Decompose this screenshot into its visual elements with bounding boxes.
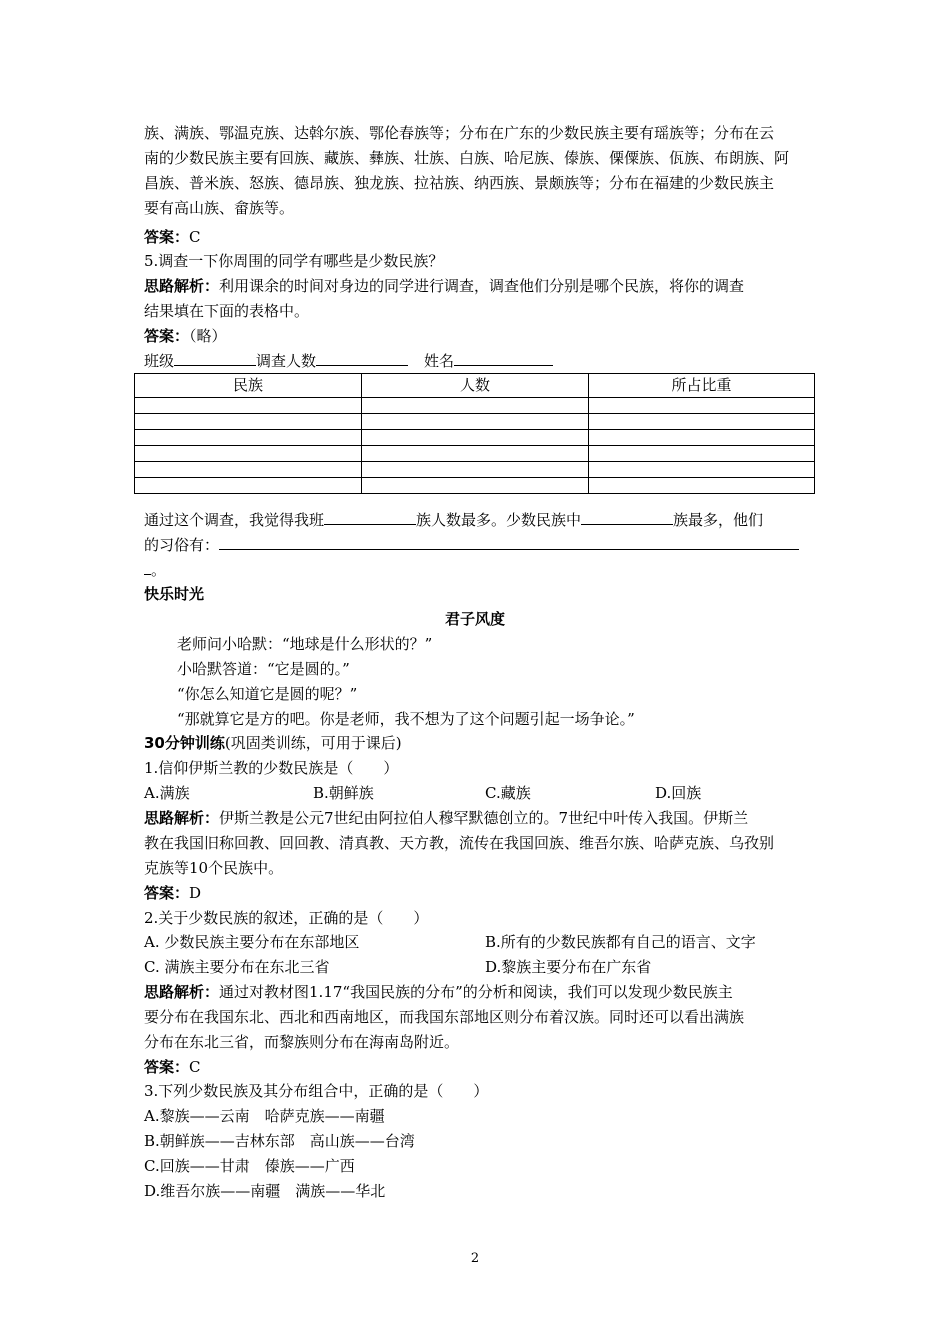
conclusion-line: 通过这个调查，我觉得我班 族人数最多。少数民族中 族最多，他们 [144, 508, 763, 533]
customs-blank-end[interactable] [144, 558, 151, 575]
q1-option-b: B.朝鲜族 [313, 784, 374, 802]
table-row [135, 478, 815, 494]
count-blank[interactable] [316, 349, 408, 366]
q2-analysis: 思路解析：通过对教材图1.17“我国民族的分布”的分析和阅读，我们可以发现少数民族主 [144, 983, 733, 1001]
table-row [135, 398, 815, 414]
survey-form-line [144, 349, 553, 374]
story-title: 君子风度 [444, 610, 505, 628]
q5-answer: 答案：（略） [144, 327, 227, 345]
q3-option-c: C.回族——甘肃 傣族——广西 [144, 1157, 355, 1175]
table-row [135, 462, 815, 478]
training-heading: 30分钟训练(巩固类训练，可用于课后) [144, 734, 402, 752]
intro-line: 南的少数民族主要有回族、藏族、彝族、壮族、白族、哈尼族、傣族、傈僳族、佤族、布朗族、阿 [144, 149, 790, 167]
name-blank[interactable] [454, 349, 553, 366]
survey-table [134, 373, 815, 494]
q2-option-c: C. 满族主要分布在东北三省 [144, 958, 330, 976]
q3-option-b: B.朝鲜族——吉林东部 高山族——台湾 [144, 1132, 415, 1150]
intro-line: 昌族、普米族、怒族、德昂族、独龙族、拉祜族、纳西族、景颇族等；分布在福建的少数民族主 [144, 174, 775, 192]
majority-blank[interactable] [324, 508, 416, 525]
q1-option-c: C.藏族 [485, 784, 531, 802]
q1-analysis: 思路解析：伊斯兰教是公元7世纪由阿拉伯人穆罕默德创立的。7世纪中叶传入我国。伊斯兰 [144, 809, 749, 827]
q5-question: 5.调查一下你周围的同学有哪些是少数民族？ [144, 252, 444, 270]
q3-option-d: D.维吾尔族——南疆 满族——华北 [144, 1182, 386, 1200]
q5-analysis-cont: 结果填在下面的表格中。 [144, 302, 310, 320]
table-row [135, 414, 815, 430]
minority-blank[interactable] [581, 508, 673, 525]
customs-line-end: 。 [144, 558, 166, 583]
story-line: 小哈默答道：“它是圆的。” [177, 660, 350, 678]
story-line: “你怎么知道它是圆的呢？” [177, 685, 358, 703]
q2-option-a: A. 少数民族主要分布在东部地区 [144, 933, 360, 951]
class-label: 班级 [144, 352, 175, 370]
intro-line: 族、满族、鄂温克族、达斡尔族、鄂伦春族等；分布在广东的少数民族主要有瑶族等；分布在云 [144, 124, 775, 142]
table-header: 所占比重 [589, 374, 815, 398]
q2-answer: 答案：C [144, 1058, 201, 1076]
q1-answer: 答案：D [144, 884, 202, 902]
q2-option-b: B.所有的少数民族都有自己的语言、文字 [485, 933, 756, 951]
table-header: 民族 [135, 374, 362, 398]
page-number: 2 [470, 1251, 480, 1266]
customs-line: 的习俗有： [144, 533, 799, 558]
table-row [135, 446, 815, 462]
story-line: 老师问小哈默：“地球是什么形状的？” [177, 635, 433, 653]
q1-option-a: A.满族 [144, 784, 190, 802]
q2-analysis-cont: 要分布在我国东北、西北和西南地区，而我国东部地区则分布着汉族。同时还可以看出满族 [144, 1008, 745, 1026]
q1-analysis-cont: 克族等10个民族中。 [144, 859, 284, 877]
intro-line: 要有高山族、畲族等。 [144, 199, 295, 217]
q2-analysis-cont: 分布在东北三省，而黎族则分布在海南岛附近。 [144, 1033, 460, 1051]
q2-question: 2.关于少数民族的叙述，正确的是（ ） [144, 909, 429, 927]
table-header: 人数 [362, 374, 589, 398]
q3-option-a: A.黎族——云南 哈萨克族——南疆 [144, 1107, 385, 1125]
class-blank[interactable] [174, 349, 256, 366]
table-row [135, 430, 815, 446]
q1-option-d: D.回族 [655, 784, 702, 802]
name-label: 姓名 [424, 352, 455, 370]
q5-analysis: 思路解析：利用课余的时间对身边的同学进行调查，调查他们分别是哪个民族，将你的调查 [144, 277, 745, 295]
q3-question: 3.下列少数民族及其分布组合中，正确的是（ ） [144, 1082, 489, 1100]
q4-answer: 答案：C [144, 228, 201, 246]
count-label: 调查人数 [256, 352, 317, 370]
fun-heading: 快乐时光 [144, 585, 205, 603]
q1-question: 1.信仰伊斯兰教的少数民族是（ ） [144, 759, 399, 777]
customs-blank[interactable] [219, 533, 799, 550]
q2-option-d: D.黎族主要分布在广东省 [485, 958, 652, 976]
q1-analysis-cont: 教在我国旧称回教、回回教、清真教、天方教，流传在我国回族、维吾尔族、哈萨克族、乌孜别 [144, 834, 775, 852]
story-line: “那就算它是方的吧。你是老师，我不想为了这个问题引起一场争论。” [177, 710, 635, 728]
